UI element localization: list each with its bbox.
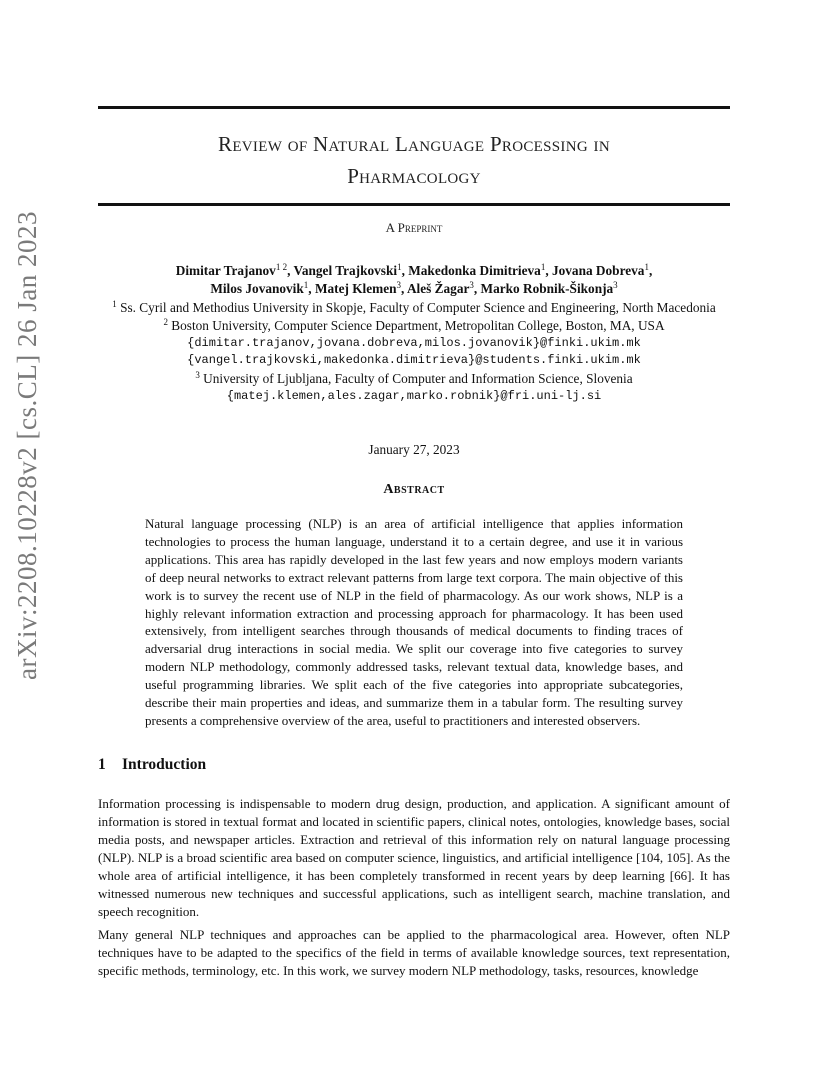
affiliation-2 xyxy=(98,317,730,334)
affiliation-3 xyxy=(98,370,730,387)
email-line-1[interactable]: {dimitar.trajanov,jovana.dobreva,milos.jovanovik}@finki.ukim.mk xyxy=(187,336,641,350)
paper-title-line-1: Review of Natural Language Processing in xyxy=(218,132,610,156)
author-affiliation-mark: 3 xyxy=(469,280,474,290)
abstract-text: Natural language processing (NLP) is an area of artificial intelligence that applies information technologies to process the human language, understand it to a certain degree, and use it in various applications. This area has rapidly developed in the last few years and now employs modern variants of deep neural networks to extract relevant patterns from large text corpora. The main objective of this work is to survey the recent use of NLP in the field of pharmacology. As our work shows, NLP is a highly relevant information extraction and processing approach for pharmacology. It has been used extensively, from intelligent searches through thousands of medical documents to finding traces of adversarial drug interactions in social media. We split our coverage into five categories to survey modern NLP methodology, commonly addressed tasks, relevant textual data, knowledge bases, and useful programming libraries. We split each of the five categories into appropriate subcategories, describe their main properties and ideas, and summarize them in a tabular form. The resulting survey presents a comprehensive overview of the area, useful to practitioners and interested observers. xyxy=(145,516,683,728)
author-name: Vangel Trajkovski xyxy=(293,263,398,278)
abstract-heading: Abstract xyxy=(383,482,445,497)
authors-line-1 xyxy=(98,262,730,279)
affiliation-text: Ss. Cyril and Methodius University in Skopje, Faculty of Computer Science and Engineering, North Macedonia xyxy=(120,300,716,315)
author-affiliation-mark: 3 xyxy=(613,280,618,290)
author-name: Aleš Žagar xyxy=(406,281,470,296)
author-separator: , xyxy=(401,281,407,296)
author-separator: , xyxy=(308,281,315,296)
author-affiliation-mark: 1 xyxy=(540,262,546,272)
affiliation-mark: 1 xyxy=(112,299,117,309)
author-name: Matej Klemen xyxy=(314,281,397,296)
author-affiliation-mark: 1 xyxy=(303,280,309,290)
email-line-2[interactable]: {vangel.trajkovski,makedonka.dimitrieva}@students.finki.ukim.mk xyxy=(187,353,641,367)
section-number: 1 xyxy=(98,756,106,773)
paragraph: Information processing is indispensable to modern drug design, production, and application. A significant amount of information is stored in textual format and located in scientific papers, clinical notes, ontologies, knowledge bases, social media posts, and newspaper articles. Extraction and retrieval of this information rely on natural language processing (NLP). NLP is a broad scientific area based on computer science, linguistics, and artificial intelligence [104, 105]. As the whole area of artificial intelligence, it has been completely transformed in recent years by deep learning [66]. It has witnessed numerous new techniques and successful applications, such as intelligent search, machine translation, and speech recognition. xyxy=(98,796,730,919)
author-separator: , xyxy=(287,263,294,278)
affiliation-text: Boston University, Computer Science Department, Metropolitan College, Boston, MA, USA xyxy=(171,318,665,333)
author-affiliation-mark: 1 2 xyxy=(275,262,288,272)
preprint-label: A Preprint xyxy=(385,220,443,235)
author-name: Marko Robnik-Šikonja xyxy=(480,281,614,296)
author-affiliation-mark: 1 xyxy=(644,262,649,272)
author-affiliation-mark: 1 xyxy=(397,262,402,272)
author-separator: , xyxy=(473,281,481,296)
paragraph: Many general NLP techniques and approaches can be applied to the pharmacological area. However, often NLP techniques have to be adapted to the specifics of the field in terms of available knowledge sources, text representation, specific methods, terminology, etc. In this work, we survey modern NLP methodology, tasks, resources, knowledge xyxy=(98,927,730,978)
author-separator: , xyxy=(401,263,409,278)
affiliation-mark: 2 xyxy=(163,317,168,327)
section-heading xyxy=(98,756,206,774)
affiliation-mark: 3 xyxy=(195,370,200,380)
title-bottom-rule xyxy=(98,203,730,206)
arxiv-stamp-text: arXiv:2208.10228v2 [cs.CL] 26 Jan 2023 xyxy=(12,211,42,680)
authors-line-2 xyxy=(98,280,730,297)
author-separator: , xyxy=(648,263,653,278)
author-name: Dimitar Trajanov xyxy=(175,263,276,278)
paper-title-line-2: Pharmacology xyxy=(347,164,481,188)
title-top-rule xyxy=(98,106,730,109)
affiliation-1 xyxy=(98,299,730,316)
author-name: Milos Jovanovik xyxy=(210,281,304,296)
author-separator: , xyxy=(545,263,552,278)
paper-date: January 27, 2023 xyxy=(368,442,460,457)
author-name: Jovana Dobreva xyxy=(551,263,645,278)
author-affiliation-mark: 3 xyxy=(396,280,402,290)
author-name: Makedonka Dimitrieva xyxy=(408,263,541,278)
section-title: Introduction xyxy=(122,756,207,773)
email-line-3[interactable]: {matej.klemen,ales.zagar,marko.robnik}@fri.uni-lj.si xyxy=(226,389,602,403)
affiliation-text: University of Ljubljana, Faculty of Computer and Information Science, Slovenia xyxy=(203,371,633,386)
